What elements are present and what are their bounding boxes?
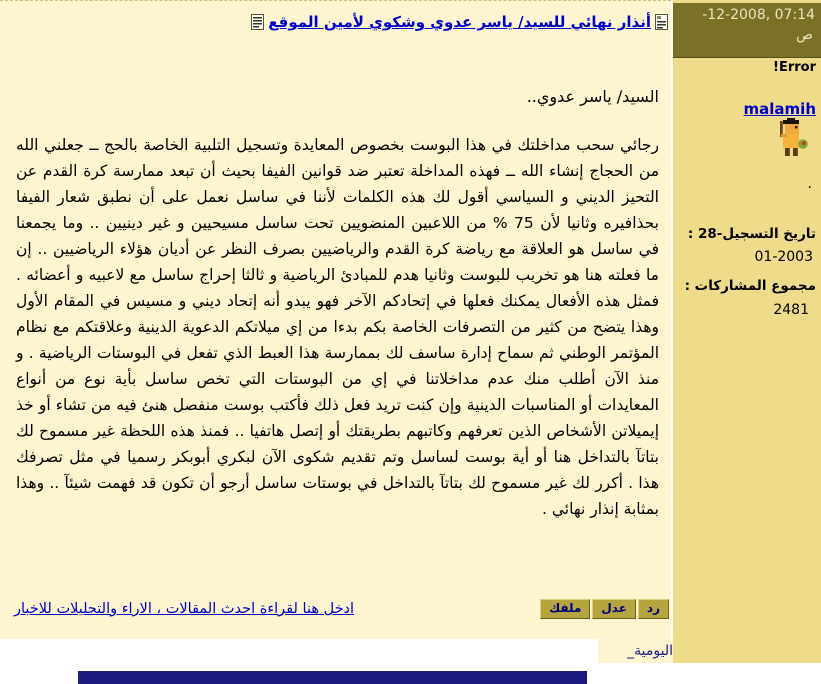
post-footer-row bbox=[0, 599, 671, 619]
registration-date-label: تاريخ التسجيل-28 : bbox=[687, 226, 816, 242]
post-date-ampm: ص bbox=[796, 27, 813, 43]
member-sidebar bbox=[673, 0, 821, 663]
reply-button[interactable]: رد bbox=[638, 599, 669, 619]
username-link[interactable]: malamih bbox=[743, 100, 816, 118]
daily-link[interactable]: اليومية_ bbox=[627, 643, 673, 659]
post-date-box bbox=[673, 3, 821, 58]
member-dot: . bbox=[807, 176, 812, 192]
post-date: -12-2008, 07:14 bbox=[702, 7, 815, 23]
post-title-link[interactable]: أنذار نهائي للسيد/ ياسر عدوي وشكوي لأمين الموقع bbox=[268, 13, 651, 31]
post-status-icon bbox=[251, 14, 264, 30]
post-icon bbox=[655, 14, 668, 30]
post-greeting: السيد/ ياسر عدوي.. bbox=[526, 87, 659, 106]
edit-button[interactable]: عدل bbox=[592, 599, 636, 619]
total-posts-value: 2481 bbox=[773, 302, 809, 318]
post-body bbox=[0, 87, 671, 522]
profile-button[interactable]: ملفك bbox=[540, 599, 590, 619]
registration-date-value: 01-2003 bbox=[754, 249, 813, 265]
signature-link[interactable]: ادخل هنا لقراءة احدث المقالات ، الاراء والتحليلات للاخبار bbox=[14, 601, 355, 617]
daily-strip bbox=[598, 638, 673, 663]
post-title-bar bbox=[0, 1, 671, 43]
member-title-error: Error! bbox=[773, 60, 816, 75]
post-letter-text: رجائي سحب مداخلتك في هذا البوست بخصوص المعايدة وتسجيل التلبية الخاصة بالحج ــ جعلني الله من الحجاج إنشاء الله ــ فهذه المداخلة تعتبر ضد قوانين الفيفا بحيث أن تبعد ممارسة كرة القدم عن التحيز الديني و السياسي أقول لك هذه الكلمات لأننا في ساسل نعمل على أن نطبق شعار الفيفا بحذافيره وثانيا لأن 75 % من اللاعبين المنضويين تحت ساسل مسيحيين و غير دينيين .. وما يجمعنا في ساسل هو العلاقة مع رياضة كرة القدم والرياضيين بصرف النظر عن أديان هؤلاء الرياضيين .. إن ما فعلته هنا هو تخريب للبوست وثانيا هدم للمبادئ الرياضية و ثالثا إحراج ساسل مع لاعبيه و أعضائه . فمثل هذه الأفعال يمكنك فعلها في إتحادكم الآخر فهو يبدو أنه إتحاد ديني و مسيس في المقام الأول وهذا يتضح من كثير من التصرفات الخاصة بكم بدءا من إي ميلاتكم الدعوية الدينية وعلاقتكم مع نظام المؤتمر الوطني ثم سماح إدارة ساسف لك بممارسة هذا العبط الذي تفعل في البوستات الرياضية . و منذ الآن أطلب منك عدم مداخلاتنا في إي من البوستات التي تخص ساسل بأية نوع من أنواع المعايدات أو المناسبات الدينية وإن كنت تريد فعل ذلك فأكتب بوست منفصل هنئ فيه من تشاء أو خذ إيميلاتن الأشخاص الذين تعرفهم وكاتبهم بطريقتك أو إتصل هاتفيا .. فمنذ هذه اللحظة غير مسموح لك بتاتآ بالتداخل هنا أو أية بوست لساسل وتم تقديم شكوى الآن لبكري أبوبكر رسميا في مثل تصرفك هذا . أكرر لك غير مسموح لك بتاتآ بالتداخل في بوستات ساسل أرجو أن تكون قد فهمت شيئآ .. وهذا بمثابة إنذار نهائي . bbox=[16, 136, 659, 518]
post-action-buttons bbox=[540, 599, 669, 619]
user-avatar[interactable] bbox=[777, 118, 809, 164]
total-posts-label: مجموع المشاركات : bbox=[684, 278, 816, 294]
bottom-navigation-bar bbox=[78, 671, 587, 684]
